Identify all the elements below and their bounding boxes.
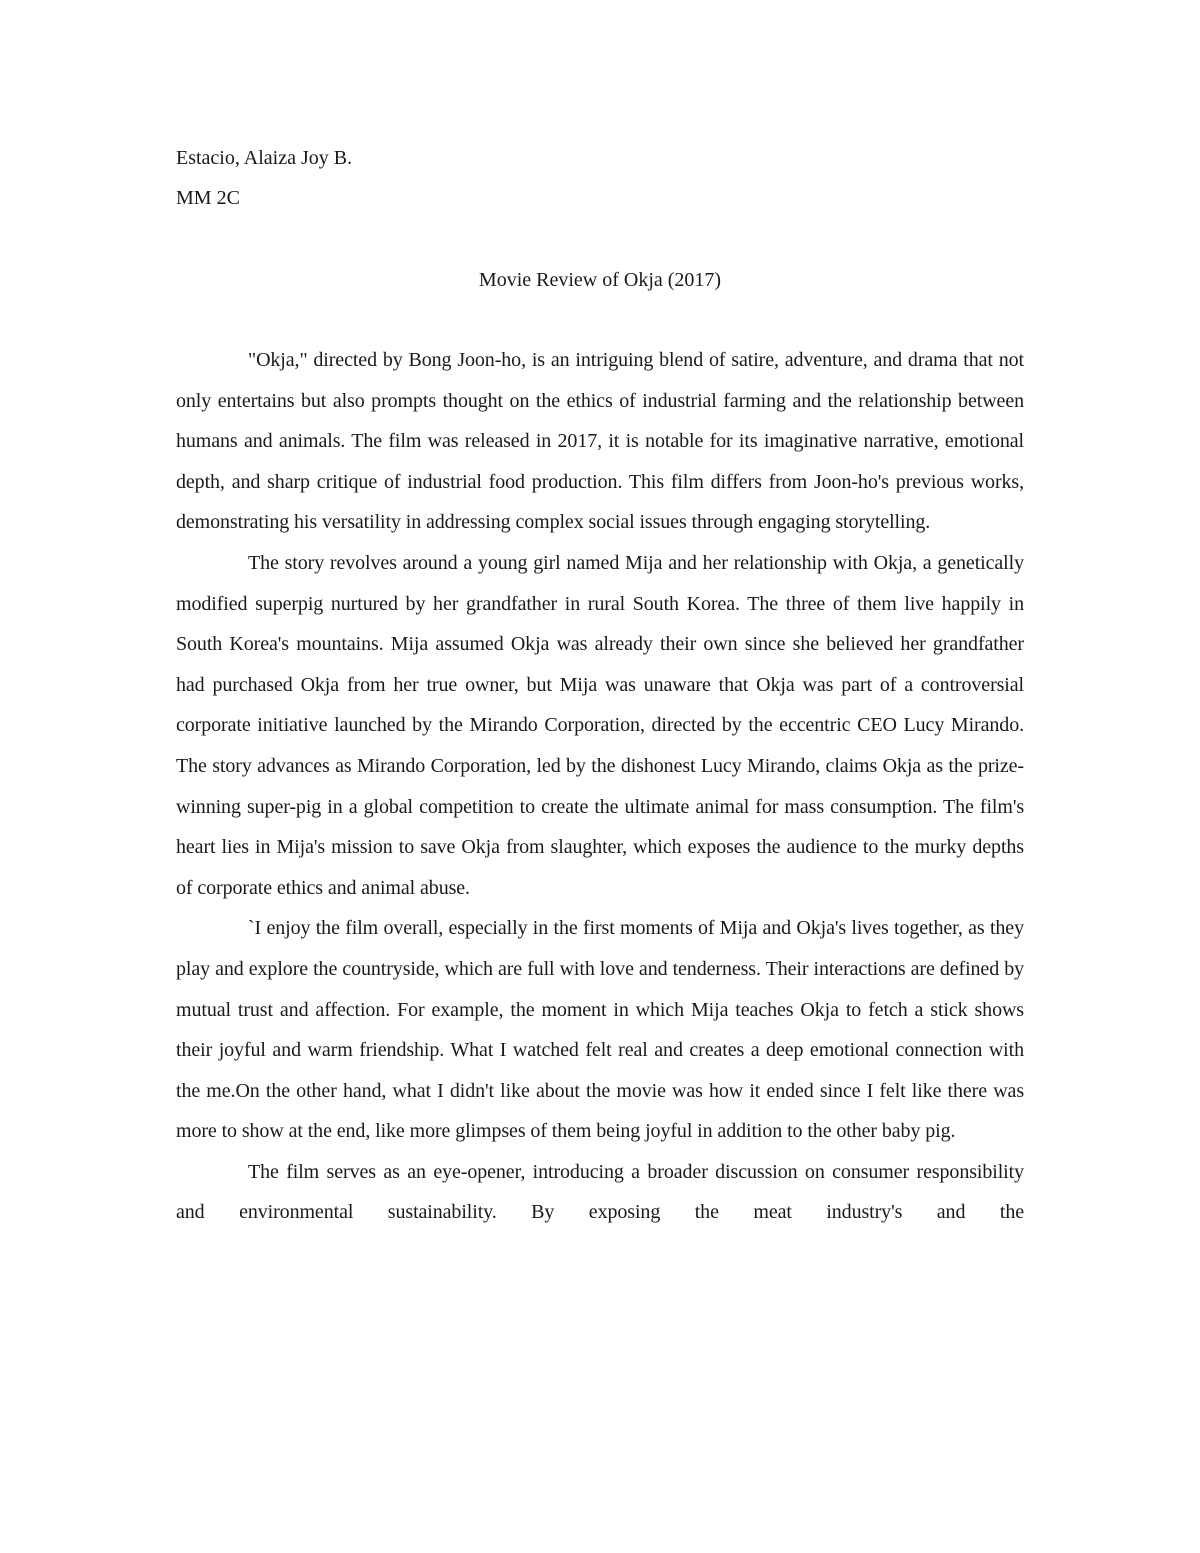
class-section: MM 2C bbox=[176, 187, 240, 209]
paragraph-intro: "Okja," directed by Bong Joon-ho, is an intriguing blend of satire, adventure, and drama that not only entertains but also prompts thought on the ethics of industrial farming and the relationship between humans and animals. The film was released in 2017, it is notable for its imaginative narrative, emotional depth, and sharp critique of industrial food production. This film differs from Joon-ho's previous works, demonstrating his versatility in addressing complex social issues through engaging storytelling. bbox=[176, 349, 1024, 534]
document-title: Movie Review of Okja (2017) bbox=[478, 269, 722, 291]
author-name: Estacio, Alaiza Joy B. bbox=[176, 147, 353, 169]
paragraph-conclusion: The film serves as an eye-opener, introducing a broader discussion on consumer responsibility and environmental sustainability. By exposing the meat industry's and the bbox=[176, 1160, 1024, 1224]
paragraph-opinion: `I enjoy the film overall, especially in the first moments of Mija and Okja's lives together, as they play and explore the countryside, which are full with love and tenderness. Their interactions are defined by mutual trust and affection. For example, the moment in which Mija teaches Okja to fetch a stick shows their joyful and warm friendship. What I watched felt real and creates a deep emotional connection with the me.On the other hand, what I didn't like about the movie was how it ended since I felt like there was more to show at the end, like more glimpses of them being joyful in addition to the other baby pig. bbox=[176, 917, 1024, 1143]
paragraph-plot: The story revolves around a young girl named Mija and her relationship with Okja, a genetically modified superpig nurtured by her grandfather in rural South Korea. The three of them live happily in South Korea's mountains. Mija assumed Okja was already their own since she believed her grandfather had purchased Okja from her true owner, but Mija was unaware that Okja was part of a controversial corporate initiative launched by the Mirando Corporation, directed by the eccentric CEO Lucy Mirando. The story advances as Mirando Corporation, led by the dishonest Lucy Mirando, claims Okja as the prize-winning super-pig in a global competition to create the ultimate animal for mass consumption. The film's heart lies in Mija's mission to save Okja from slaughter, which exposes the audience to the murky depths of corporate ethics and animal abuse. bbox=[176, 551, 1024, 899]
document-page bbox=[176, 138, 1024, 1233]
